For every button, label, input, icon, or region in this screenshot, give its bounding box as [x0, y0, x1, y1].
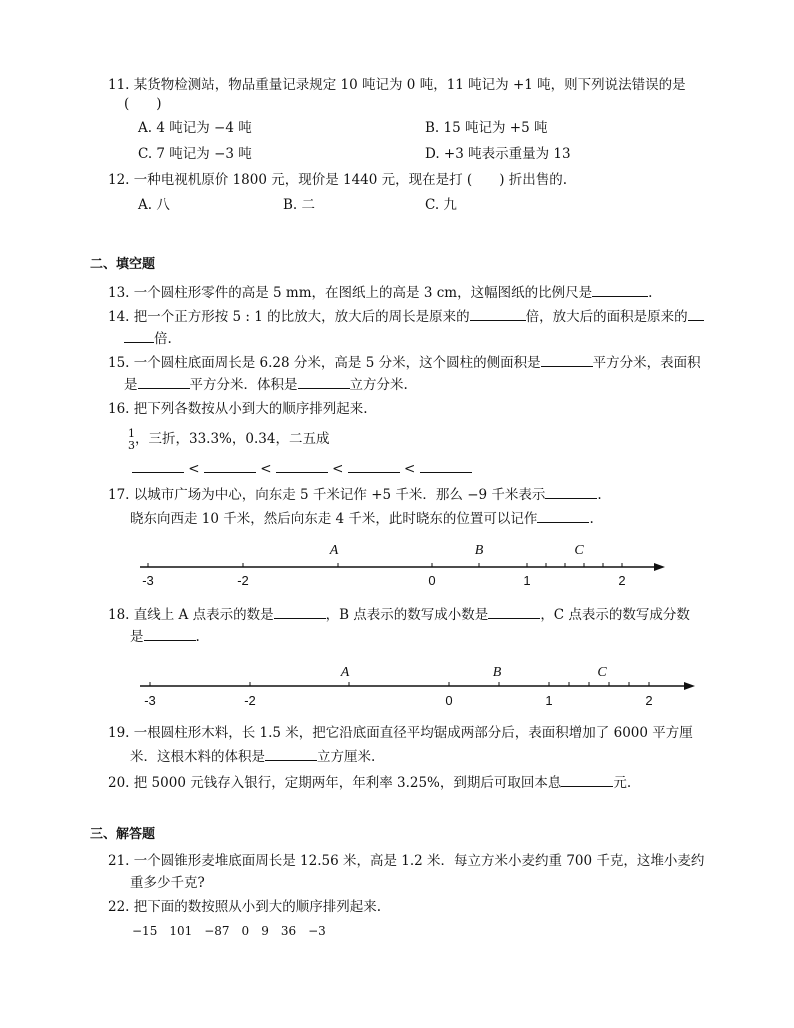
q18-end: .: [195, 629, 200, 645]
q17-text: 17. 以城市广场为中心，向东走 5 千米记作 +5 千米．那么 −9 千米表示: [108, 487, 546, 503]
q16-lt-1: <: [188, 461, 200, 477]
q18-text-3: ，C 点表示的数写成分数: [540, 607, 690, 623]
q15-blank-3[interactable]: [298, 374, 350, 389]
number-line-1-point-a: A: [329, 543, 339, 558]
q14-text-2: 倍，放大后的面积是原来的: [525, 309, 688, 325]
number-line-1-label-0: 0: [428, 573, 436, 588]
section-answer-title: 三、解答题: [90, 827, 156, 842]
q15-cont: [124, 374, 408, 394]
number-line-1-label-2: 2: [618, 573, 626, 588]
number-line-1-label-neg2: -2: [237, 573, 249, 588]
q12-option-b: B. 二: [283, 197, 316, 213]
q15-blank-2[interactable]: [138, 374, 190, 389]
q16-lt-4: <: [404, 461, 416, 477]
q17-end-2: .: [589, 511, 594, 527]
q17-cont: [130, 508, 594, 528]
q15-text-2: 平方分米，表面积: [592, 355, 701, 371]
q16-stem: 16. 把下列各数按从小到大的顺序排列起来.: [108, 401, 368, 417]
q15-blank-1[interactable]: [541, 352, 593, 367]
q11-option-d: D. +3 吨表示重量为 13: [425, 146, 571, 162]
q14-text-3: 倍.: [154, 331, 172, 347]
q17-text-2: 晓东向西走 10 千米，然后向东走 4 千米，此时晓东的位置可以记作: [130, 511, 538, 527]
q18-text-2: ，B 点表示的数写成小数是: [325, 607, 489, 623]
number-line-2-label-0: 0: [445, 693, 453, 708]
q11-stem: 11. 某货物检测站，物品重量记录规定 10 吨记为 0 吨，11 吨记为 +1 吨，则下列说法错误的是: [108, 77, 686, 93]
number-line-2: [140, 665, 695, 708]
q18-text: 18. 直线上 A 点表示的数是: [108, 607, 274, 623]
q11-option-a: A. 4 吨记为 −4 吨: [138, 120, 252, 136]
q21-stem: 21. 一个圆锥形麦堆底面周长是 12.56 米，高是 1.2 米．每立方米小麦约重 700 千克，这堆小麦约: [108, 853, 705, 869]
q11-answer-paren: ( ): [124, 96, 162, 112]
q16-lt-2: <: [260, 461, 272, 477]
number-line-2-point-c: C: [597, 665, 607, 680]
q15-text-3: 是: [124, 377, 138, 393]
q14-blank-2a[interactable]: [688, 306, 704, 321]
number-line-2-label-2: 2: [645, 693, 653, 708]
q16-fraction-numerator: 1: [128, 426, 135, 440]
number-line-2-point-a: A: [340, 665, 350, 680]
q18-blank-3[interactable]: [144, 626, 196, 641]
q12-option-a: A. 八: [138, 197, 170, 213]
q17: [108, 484, 602, 504]
q19-cont: [130, 746, 375, 766]
q16-blank-3[interactable]: [276, 458, 328, 473]
q19-text-2: 米．这根木料的体积是: [130, 749, 265, 765]
q18: [108, 604, 690, 624]
q16-lt-3: <: [332, 461, 344, 477]
number-line-2-point-b: B: [492, 665, 502, 680]
q15-text-5: 立方分米.: [349, 377, 408, 393]
number-line-1-point-c: C: [574, 543, 584, 558]
q16-blank-5[interactable]: [420, 458, 472, 473]
q13-blank[interactable]: [592, 282, 648, 297]
number-line-1-label-neg3: -3: [142, 573, 154, 588]
q16-blank-1[interactable]: [132, 458, 184, 473]
q15: [108, 352, 701, 372]
q13-text: 13. 一个圆柱形零件的高是 5 mm，在图纸上的高是 3 cm，这幅图纸的比例尺是: [108, 285, 593, 301]
number-line-2-label-1: 1: [545, 693, 553, 708]
q11-option-c: C. 7 吨记为 −3 吨: [138, 146, 252, 162]
q20: [108, 772, 631, 792]
q18-cont: [130, 626, 200, 646]
q19-blank[interactable]: [265, 746, 317, 761]
q22-numbers: −15 101 −87 0 9 36 −3: [132, 924, 326, 938]
number-line-1-point-b: B: [474, 543, 484, 558]
q12-stem: 12. 一种电视机原价 1800 元，现价是 1440 元，现在是打 ( ) 折出售的.: [108, 172, 568, 188]
q14-text: 14. 把一个正方形按 5 : 1 的比放大，放大后的周长是原来的: [108, 309, 470, 325]
number-line-1-arrow: [654, 563, 665, 571]
number-line-1-label-1: 1: [523, 573, 531, 588]
q14-blank-1[interactable]: [470, 306, 526, 321]
q17-blank-1[interactable]: [545, 484, 597, 499]
number-line-2-arrow: [684, 682, 695, 690]
q12-option-c: C. 九: [425, 197, 457, 213]
q14-blank-2b[interactable]: [124, 328, 154, 343]
q14-cont: [124, 328, 172, 348]
q20-blank[interactable]: [561, 772, 613, 787]
q16-items-row: [128, 424, 329, 454]
q13: [108, 282, 652, 302]
q17-end-1: .: [597, 487, 602, 503]
q11-option-b: B. 15 吨记为 +5 吨: [425, 120, 548, 136]
q13-end: .: [648, 285, 653, 301]
q19-stem: 19. 一根圆柱形木料，长 1.5 米，把它沿底面直径平均锯成两部分后，表面积增加了 6000 平方厘: [108, 725, 693, 741]
q17-blank-2[interactable]: [537, 508, 589, 523]
section-fill-in-title: 二、填空题: [90, 257, 156, 272]
q18-text-4: 是: [130, 629, 144, 645]
q20-text: 20. 把 5000 元钱存入银行，定期两年，年利率 3.25%，到期后可取回本息: [108, 775, 562, 791]
q18-blank-1[interactable]: [274, 604, 326, 619]
q16-fraction-denominator: 3: [128, 438, 135, 452]
q21-cont: 重多少千克?: [130, 875, 205, 891]
number-line-2-label-neg3: -3: [144, 693, 156, 708]
q16-items: ，三折，33.3%，0.34，二五成: [135, 431, 330, 447]
number-line-2-label-neg2: -2: [244, 693, 256, 708]
number-line-1: [140, 543, 665, 588]
q22-stem: 22. 把下面的数按照从小到大的顺序排列起来.: [108, 899, 382, 915]
q14: [108, 306, 704, 326]
q16-order-row: [132, 458, 472, 478]
q15-text-4: 平方分米．体积是: [189, 377, 298, 393]
q15-text: 15. 一个圆柱底面周长是 6.28 分米，高是 5 分米，这个圆柱的侧面积是: [108, 355, 541, 371]
q18-blank-2[interactable]: [488, 604, 540, 619]
q16-blank-4[interactable]: [348, 458, 400, 473]
q19-text-3: 立方厘米.: [317, 749, 376, 765]
q20-end: 元.: [613, 775, 632, 791]
q16-blank-2[interactable]: [204, 458, 256, 473]
q16-fraction: [128, 428, 135, 452]
